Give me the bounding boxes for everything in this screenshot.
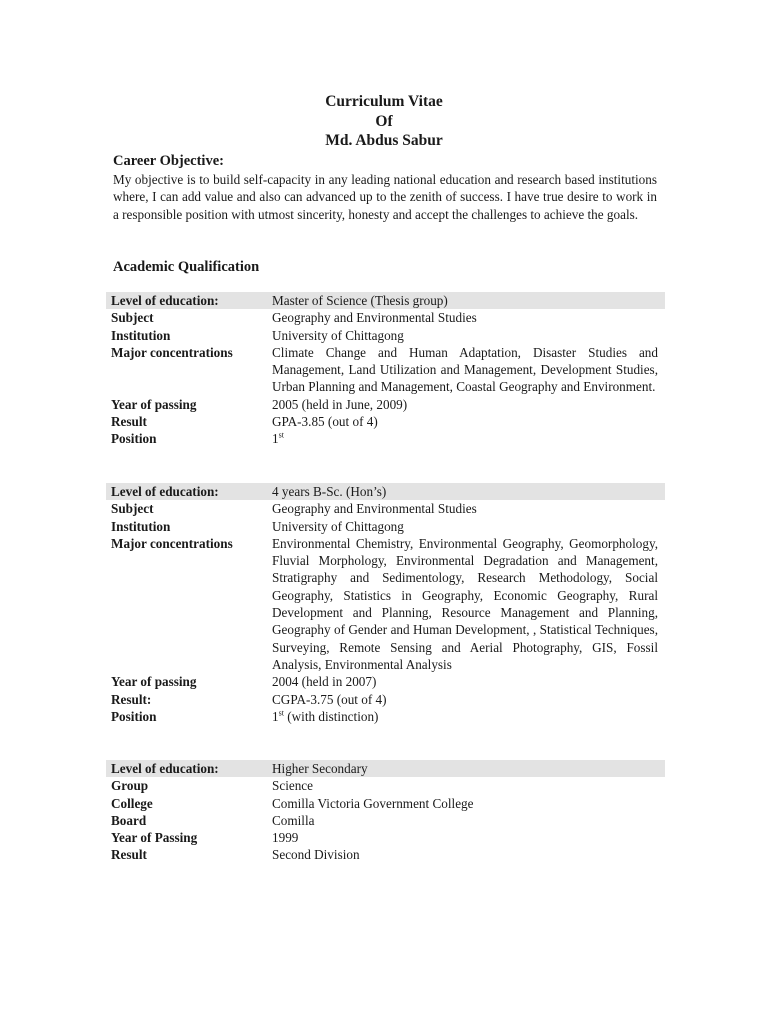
level-row: [106, 760, 665, 777]
institution-label: Institution: [111, 327, 171, 343]
cv-title: [0, 92, 768, 151]
major-value: Environmental Chemistry, Environmental Geography, Geomorphology, Fluvial Morphology, Environmental Degradation and Management, Stratigraphy and Sedimentology, Research Methodology, Social Geography, Statistics in Geography, Economic Geography, Rural Development and Planning, Resource Management and Planning, Geography of Gender and Human Development, , Statistical Techniques, Surveying, Remote Sensing and Aerial Photography, GIS, Fossil Analysis, Environmental Analysis: [272, 535, 658, 672]
level-label: Level of education:: [111, 484, 219, 499]
result-value: Second Division: [272, 847, 360, 863]
position-value-wrap: [271, 430, 658, 447]
year-row: [106, 396, 665, 413]
subject-label: Subject: [111, 310, 154, 326]
position-row: [106, 708, 665, 725]
title-line-1: Curriculum Vitae: [325, 93, 443, 110]
qualification-masters: [106, 292, 665, 448]
result-label: Result:: [111, 691, 152, 707]
position-superscript: st: [278, 430, 284, 440]
qualification-higher-secondary: [106, 760, 665, 864]
year-label: Year of passing: [111, 396, 197, 412]
position-suffix: (with distinction): [283, 708, 379, 724]
institution-label: Institution: [111, 518, 171, 534]
year-label: Year of Passing: [111, 830, 198, 846]
group-label: Group: [111, 778, 149, 794]
level-value: Master of Science (Thesis group): [272, 293, 448, 308]
position-value: 1: [272, 708, 279, 724]
major-row: [106, 535, 665, 673]
subject-value: Geography and Environmental Studies: [272, 310, 477, 326]
qualification-bachelors: [106, 483, 665, 725]
institution-row: [106, 327, 665, 344]
academic-qualification-heading: Academic Qualification: [113, 259, 260, 275]
level-value: Higher Secondary: [272, 761, 368, 776]
position-label: Position: [111, 708, 157, 724]
result-value: CGPA-3.75 (out of 4): [272, 691, 387, 707]
board-label: Board: [111, 812, 147, 828]
board-value: Comilla: [272, 812, 315, 828]
year-label: Year of passing: [111, 674, 197, 690]
group-value: Science: [272, 778, 314, 794]
year-value: 2004 (held in 2007): [272, 674, 377, 690]
result-row: [106, 846, 665, 863]
level-value: 4 years B-Sc. (Hon’s): [272, 484, 387, 499]
subject-row: [106, 309, 665, 326]
position-label: Position: [111, 431, 157, 447]
result-row: [106, 413, 665, 430]
subject-label: Subject: [111, 501, 154, 517]
institution-row: [106, 518, 665, 535]
college-label: College: [111, 795, 153, 811]
board-row: [106, 812, 665, 829]
institution-value: University of Chittagong: [272, 327, 404, 343]
level-label: Level of education:: [111, 293, 219, 308]
subject-value: Geography and Environmental Studies: [272, 501, 477, 517]
career-objective-text: My objective is to build self-capacity in any leading national education and research based institutions where, I can add value and also can advanced up to the zenith of success. I have true desire to work in a responsible position with utmost sincerity, honesty and accept the challenges to achieve the goals.: [113, 172, 657, 222]
position-row: [106, 430, 665, 447]
result-row: [106, 691, 665, 708]
position-value-wrap: [271, 708, 658, 725]
year-value: 1999: [272, 830, 299, 846]
major-label: Major concentrations: [111, 535, 233, 551]
title-line-3: Md. Abdus Sabur: [325, 132, 443, 149]
major-value: Climate Change and Human Adaptation, Disaster Studies and Management, Land Utilization and Management, Development Studies, Urban Planning and Management, Coastal Geography and Environment.: [272, 344, 658, 395]
career-objective-heading: Career Objective:: [113, 153, 224, 169]
college-value: Comilla Victoria Government College: [272, 795, 474, 811]
result-value: GPA-3.85 (out of 4): [272, 414, 378, 430]
year-row: [106, 829, 665, 846]
major-row: [106, 344, 665, 396]
position-superscript: st: [278, 708, 284, 718]
title-line-2: Of: [375, 112, 393, 130]
year-row: [106, 673, 665, 690]
level-row: [106, 483, 665, 500]
position-value: 1: [272, 431, 279, 447]
subject-row: [106, 500, 665, 517]
college-row: [106, 795, 665, 812]
major-label: Major concentrations: [111, 344, 233, 360]
level-row: [106, 292, 665, 309]
result-label: Result: [111, 414, 147, 430]
group-row: [106, 777, 665, 794]
year-value: 2005 (held in June, 2009): [272, 396, 408, 412]
result-label: Result: [111, 847, 147, 863]
level-label: Level of education:: [111, 761, 219, 776]
institution-value: University of Chittagong: [272, 518, 404, 534]
